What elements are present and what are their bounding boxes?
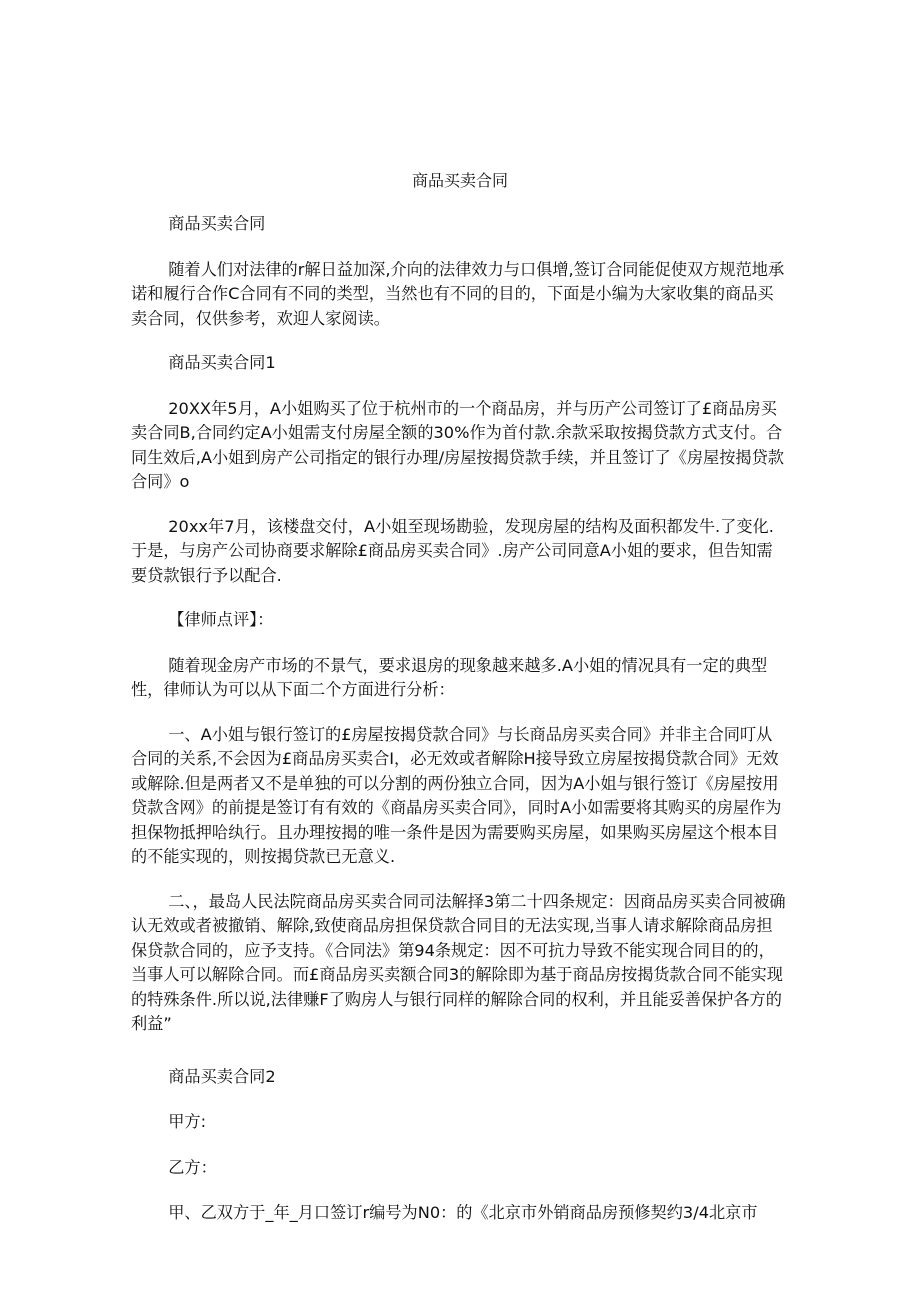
- paragraph-party-a: 甲方:: [168, 1112, 207, 1131]
- document-body: [131, 212, 786, 1246]
- document-title: 商品买卖合同: [411, 171, 508, 190]
- paragraph-analysis-intro: 随着现金房产市场的不景气，要求退房的现象越来越多.A小姐的情况具有一定的典型性，律师认为可以从下面二个方面进行分析：: [131, 655, 768, 699]
- paragraph-subtitle: 商品买卖合同: [168, 214, 266, 233]
- paragraph-analysis-point-1: 一、A小姐与银行签订的£房屋按揭贷款合同》与长商品房买卖合同》并非主合同叮从合同的关系,不会因为£商品房买卖合I，必无效或者解除H接导致立房屋按揭贷款合同》无效或解除.但是两者又不是单独的可以分割的两份独立合同，因为A小姐与银行签订《房屋按用贷款含网》的前提是签订有有效的《商晶房买卖合同》，同时A小如需要将其购买的房屋作为担保物抵押哈纨行。且办理按揭的唯一条件是因为需要购买房屋，如果购买房屋这个根本目的不能实现的，则按揭贷款已无意义.: [131, 724, 782, 866]
- paragraph-lawyer-comment-heading: 【律师点评】：: [168, 610, 274, 629]
- paragraph-analysis-point-2: 二、，最岛人民法院商品房买卖合同司法解择3第二十四条规定：因商品房买卖合同被确认无效或者被撤销、解除,致使商品房担保贷款合同目的无法实现,当事人请求解除商品房担保贷款合同的，应予支持。《合同法》第94条规定：因不可抗力导致不能实现合同目的的，当事人可以解除合同。而£商品房买卖额合同3的解除即为基于商品房按揭货款合同不能实现的特殊条件.所以说,法律赚F了购房人与银行同样的解除合同的权利，并且能妥善保护各方的利益”: [131, 891, 786, 1033]
- paragraph-agreement-start: 甲、乙双方于_年_月口签订r编号为N0：的《北京市外销商品房预修契约3/4北京市: [168, 1203, 758, 1222]
- paragraph-intro: 随着人们对法律的r解日益加深,介向的法律效力与口俱增,签订合同能促使双方规范地承诺和履行合作C合同有不同的类型，当然也有不同的目的，下面是小编为大家收集的商品买卖合同，仅供参考，欢迎人家阅读。: [131, 259, 785, 328]
- paragraph-section-2-heading: 商品买卖合同2: [168, 1066, 276, 1086]
- paragraph-section-1-heading: 商品买卖合同1: [168, 353, 276, 372]
- paragraph-case-delivery: 20xx年7月，该楼盘交付，A小姐至现场勘验，发现房屋的结构及面积都发牛.了变化.于是，与房产公司协商要求解除£商品房买卖合同》.房产公司同意A小姐的要求，但告知需要贷款银行予以配合.: [131, 516, 774, 585]
- paragraph-party-b: 乙方：: [168, 1157, 217, 1177]
- paragraph-case-purchase: 20XX年5月，A小姐购买了位于杭州市的一个商品房，并与历产公司签订了£商品房买卖合同B,合同约定A小姐需支付房屋全额的30%作为首付款.余款采取按揭贷款方式支付。合同生效后,A小姐到房产公司指定的银行办理/房屋按揭贷款手续，并且签订了《房屋按揭贷款合同》o: [131, 398, 784, 491]
